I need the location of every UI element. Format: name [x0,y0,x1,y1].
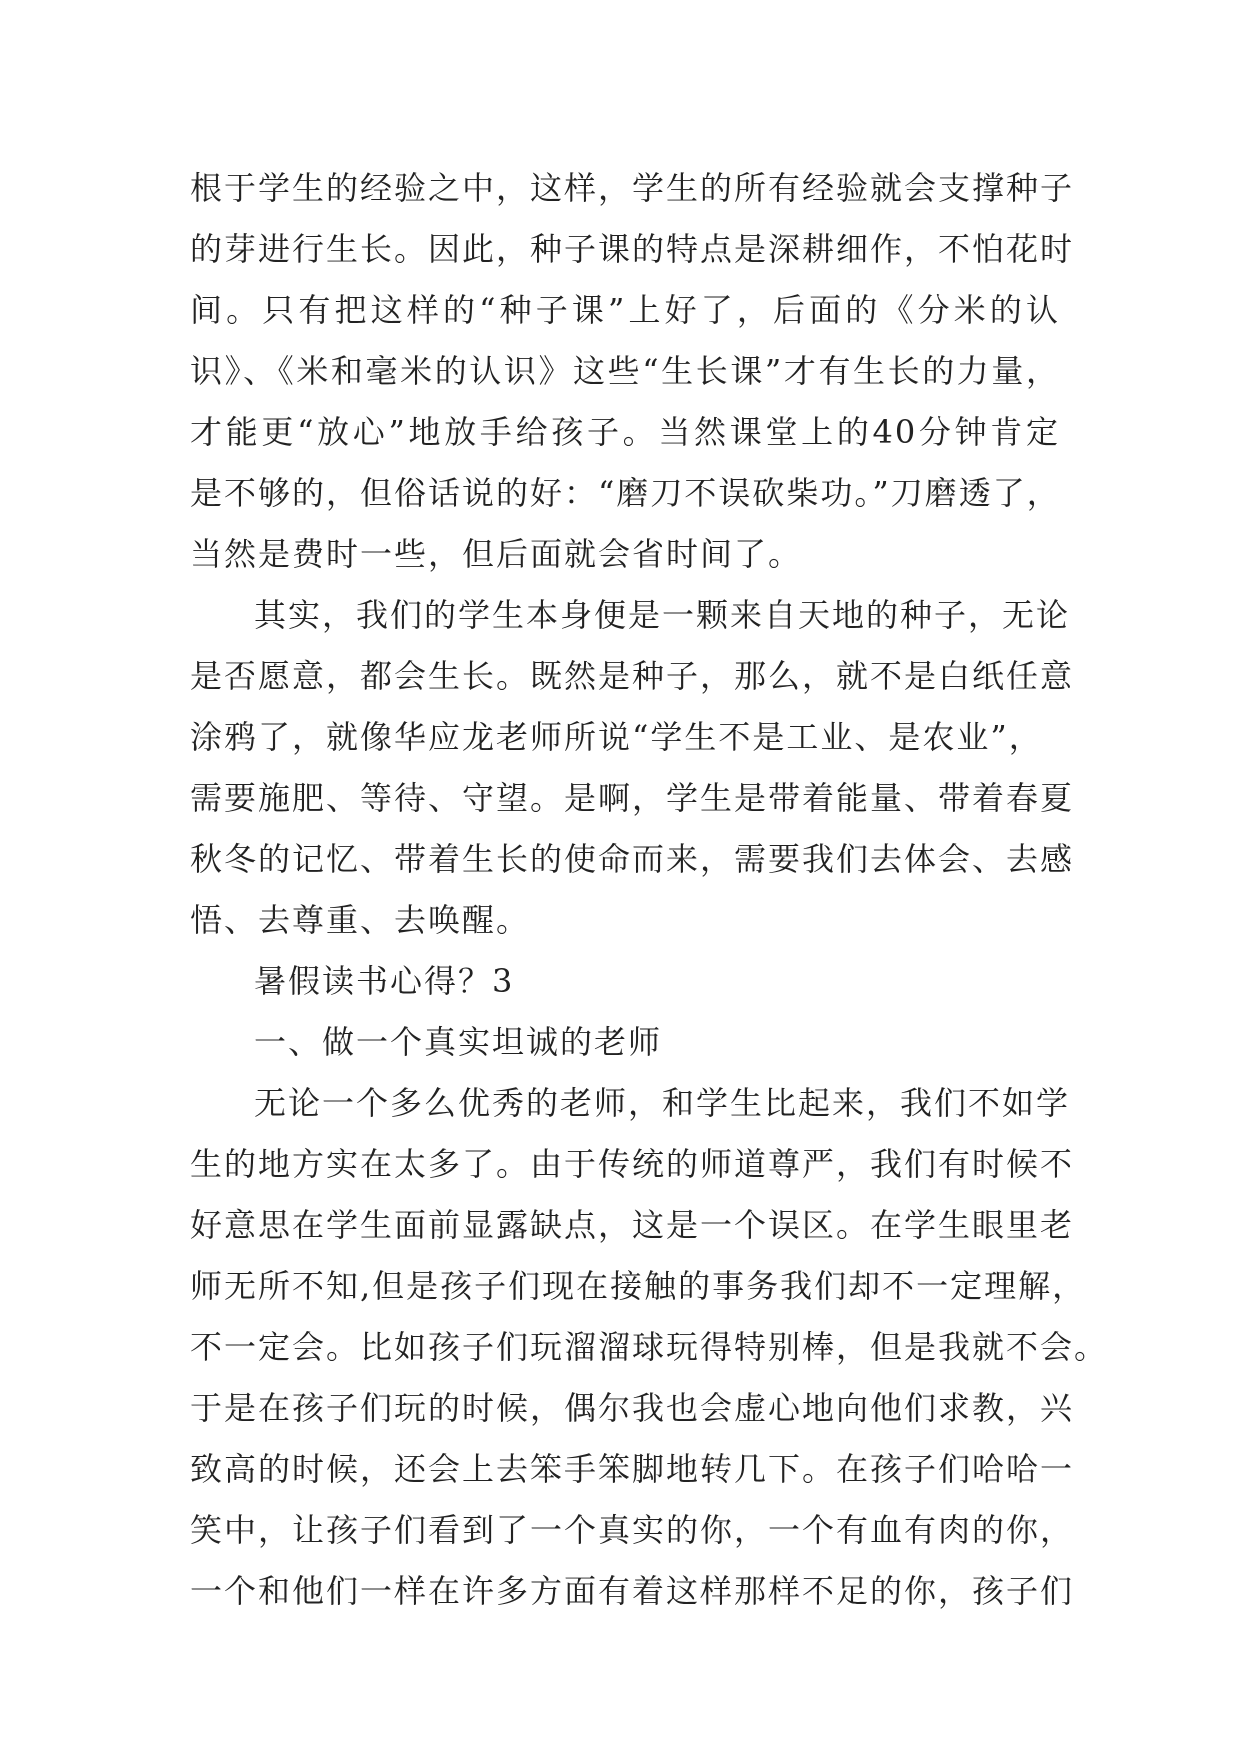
text-line: 根于学生的经验之中，这样，学生的所有经验就会支撑种子 [190,169,1075,207]
text-line: 是不够的，但俗话说的好：“磨刀不误砍柴功。”刀磨透了， [190,474,1061,512]
section-heading: 一、做一个真实坦诚的老师 [254,1023,663,1061]
text-line: 于是在孩子们玩的时候，偶尔我也会虚心地向他们求教，兴 [190,1389,1075,1427]
text-line: 才能更“放心”地放手给孩子。当然课堂上的40分钟肯定 [190,413,1060,451]
text-line: 秋冬的记忆、带着生长的使命而来，需要我们去体会、去感 [190,840,1075,878]
text-line: 需要施肥、等待、守望。是啊，学生是带着能量、带着春夏 [190,779,1075,817]
text-line: 悟、去尊重、去唤醒。 [190,901,531,939]
text-line: 生的地方实在太多了。由于传统的师道尊严，我们有时候不 [190,1145,1075,1183]
text-line: 致高的时候，还会上去笨手笨脚地转几下。在孩子们哈哈一 [190,1450,1075,1488]
text-line: 涂鸦了，就像华应龙老师所说“学生不是工业、是农业”， [190,718,1043,756]
text-line: 师无所不知,但是孩子们现在接触的事务我们却不一定理解， [190,1267,1087,1305]
section-title: 暑假读书心得？3 [254,962,515,1000]
text-line: 笑中，让孩子们看到了一个真实的你，一个有血有肉的你， [190,1511,1075,1549]
paragraph-start-line: 无论一个多么优秀的老师，和学生比起来，我们不如学 [254,1084,1071,1122]
text-line: 当然是费时一些，但后面就会省时间了。 [190,535,803,573]
text-line: 不一定会。比如孩子们玩溜溜球玩得特别棒，但是我就不会。 [190,1328,1109,1366]
text-line: 识》、《米和毫米的认识》这些“生长课”才有生长的力量， [190,352,1060,390]
body-text [190,158,1109,1622]
paragraph-start-line: 其实，我们的学生本身便是一颗来自天地的种子，无论 [254,596,1071,634]
text-line: 一个和他们一样在许多方面有着这样那样不足的你，孩子们 [190,1572,1075,1610]
text-line: 是否愿意，都会生长。既然是种子，那么，就不是白纸任意 [190,657,1075,695]
text-line: 间。只有把这样的“种子课”上好了，后面的《分米的认 [190,291,1060,329]
text-line: 的芽进行生长。因此，种子课的特点是深耕细作，不怕花时 [190,230,1075,268]
text-line: 好意思在学生面前显露缺点，这是一个误区。在学生眼里老 [190,1206,1075,1244]
